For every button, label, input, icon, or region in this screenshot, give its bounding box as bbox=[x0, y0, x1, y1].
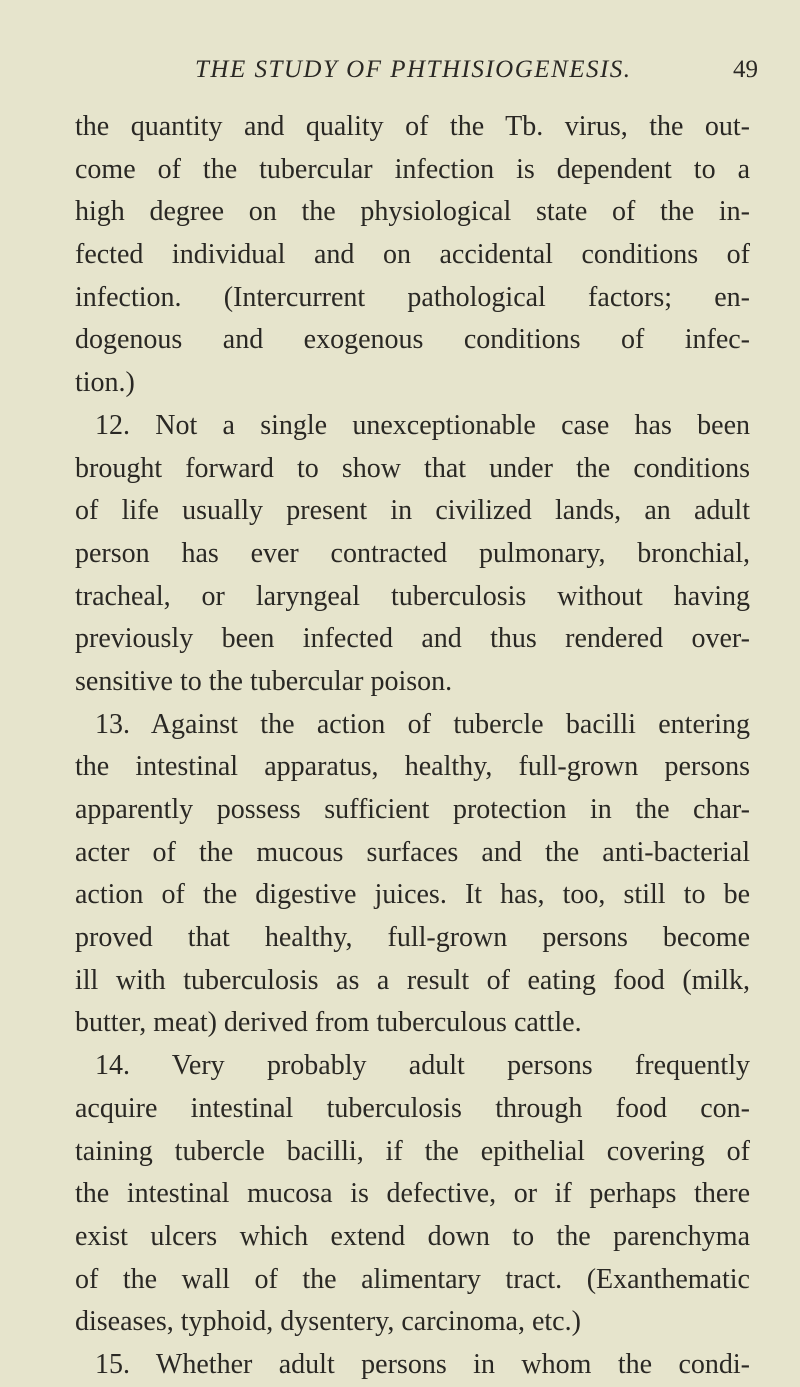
text-line: action of the digestive juices. It has, too, still to be bbox=[75, 879, 750, 911]
text-line: acquire intestinal tuberculosis through food con- bbox=[75, 1092, 750, 1124]
running-head bbox=[195, 56, 758, 92]
text-line: come of the tubercular infection is dependent to a bbox=[75, 153, 750, 185]
page-number: 49 bbox=[733, 56, 758, 83]
text-line: ill with tuberculosis as a result of eating food (milk, bbox=[75, 964, 750, 996]
text-line: person has ever contracted pulmonary, bronchial, bbox=[75, 537, 750, 569]
text-line: the intestinal apparatus, healthy, full-grown persons bbox=[75, 751, 750, 783]
text-line: brought forward to show that under the conditions bbox=[75, 452, 750, 484]
body-text bbox=[75, 106, 750, 1387]
paragraph-14-start: 14. Very probably adult persons frequently bbox=[95, 1050, 750, 1082]
text-line: apparently possess sufficient protection in the char- bbox=[75, 794, 750, 825]
text-line: tion.) bbox=[75, 367, 135, 399]
paragraph-13-start: 13. Against the action of tubercle bacilli entering bbox=[95, 708, 750, 740]
text-line: previously been infected and thus rendered over- bbox=[75, 623, 750, 655]
text-line: butter, meat) derived from tuberculous cattle. bbox=[75, 1007, 582, 1039]
text-line: of the wall of the alimentary tract. (Exanthematic bbox=[75, 1263, 750, 1295]
text-line: proved that healthy, full-grown persons become bbox=[75, 922, 750, 954]
text-line: fected individual and on accidental conditions of bbox=[75, 239, 750, 271]
text-line: acter of the mucous surfaces and the anti-bacterial bbox=[75, 836, 750, 868]
running-title: THE STUDY OF PHTHISIOGENESIS. bbox=[195, 56, 632, 83]
text-line: dogenous and exogenous conditions of infec- bbox=[75, 324, 750, 356]
text-line: the quantity and quality of the Tb. virus, the out- bbox=[75, 111, 750, 142]
paragraph-12-start: 12. Not a single unexceptionable case has been bbox=[95, 409, 750, 441]
paragraph-15-start: 15. Whether adult persons in whom the condi- bbox=[95, 1348, 750, 1380]
text-line: exist ulcers which extend down to the parenchyma bbox=[75, 1220, 750, 1252]
text-line: taining tubercle bacilli, if the epithelial covering of bbox=[75, 1135, 750, 1167]
text-line: tracheal, or laryngeal tuberculosis without having bbox=[75, 580, 750, 612]
text-line: sensitive to the tubercular poison. bbox=[75, 665, 453, 697]
text-line: of life usually present in civilized lands, an adult bbox=[75, 495, 750, 527]
text-line: infection. (Intercurrent pathological factors; en- bbox=[75, 281, 750, 313]
text-line: the intestinal mucosa is defective, or if perhaps there bbox=[75, 1178, 750, 1210]
text-line: diseases, typhoid, dysentery, carcinoma, etc.) bbox=[75, 1306, 581, 1338]
text-line: high degree on the physiological state of the in- bbox=[75, 196, 750, 228]
